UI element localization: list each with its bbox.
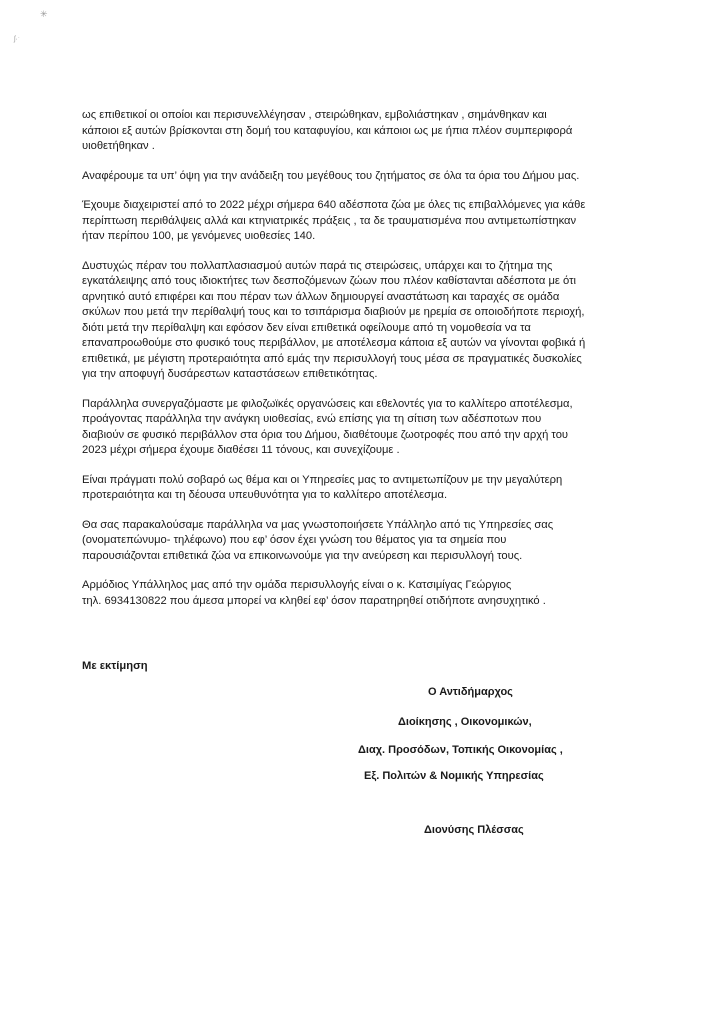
signature-title: Ο Αντιδήμαρχος [428, 686, 513, 698]
paragraph-line: διότι μετά την περίθαλψη και εφόσον δεν είναι επιθετικά οφείλουμε από τη νομοθεσία να τα [82, 321, 531, 334]
paragraph-line: παρουσιάζονται επιθετικά ζώα να επικοινωνούμε για την ανεύρεση και περισυλλογή τους. [82, 549, 523, 562]
paragraph-line: υιοθετήθηκαν . [82, 140, 155, 152]
signatory-name: Διονύσης Πλέσσας [424, 824, 524, 836]
paragraph-line: Δυστυχώς πέραν του πολλαπλασιασμού αυτών παρά τις στειρώσεις, υπάρχει και το ζήτημα της [82, 259, 553, 272]
closing-salutation: Με εκτίμηση [82, 660, 148, 672]
scan-artifact-mark: ʃ·ˑ [14, 36, 20, 43]
paragraph-animals-captured [82, 108, 642, 155]
letter-body [82, 108, 642, 623]
signature-department-line: Διοίκησης , Οικονομικών, [398, 716, 532, 728]
paragraph-line: Θα σας παρακαλούσαμε παράλληλα να μας γνωστοποιήσετε Υπάλληλο από τις Υπηρεσίες σας [82, 518, 554, 531]
scan-artifact-mark: ✳ [40, 9, 48, 19]
paragraph-line: εγκατάλειψης από τους ιδιοκτήτες των δεσποζόμενων ζώων που πλέον καθίστανται αδέσποτα με ότι [82, 275, 576, 287]
paragraph-line: Αρμόδιος Υπάλληλος μας από την ομάδα περισυλλογής είναι ο κ. Κατσιμίγας Γεώργιος [82, 579, 512, 591]
paragraph-line: ως επιθετικοί οι οποίοι και περισυνελλέγησαν , στειρώθηκαν, εμβολιάστηκαν , σημάνθηκαν και [82, 109, 547, 121]
paragraph-contact [82, 578, 642, 609]
paragraph-line: για την αποφυγή δυσάρεστων καταστάσεων επιθετικότητας. [82, 368, 378, 380]
paragraph-line: επαναπροωθούμε στο φυσικό τους περιβάλλον, με αποτέλεσμα κάποια εξ αυτών να γίνονται φοβικά ή [82, 337, 586, 349]
paragraph-line: τηλ. 6934130822 που άμεσα μπορεί να κληθεί εφ’ όσον παρατηρηθεί οτιδήποτε ανησυχητικό . [82, 594, 546, 607]
paragraph-line: (ονοματεπώνυμο- τηλέφωνο) που εφ’ όσον έχει γνώση του θέματος για τα σημεία που [82, 534, 507, 546]
signature-department-line: Εξ. Πολιτών & Νομικής Υπηρεσίας [364, 770, 544, 782]
paragraph-line: επιθετικά, με μέγιστη προτεραιότητα από εμάς την περισυλλογή τους μέσα σε πραγματικές δυσκολίες [82, 352, 582, 365]
paragraph-line: 2023 μέχρι σήμερα έχουμε διαθέσει 11 τόνους, και συνεχίζουμε . [82, 444, 400, 456]
paragraph-line: προτεραιότητα και τη δέουσα υπευθυνότητα για το καλλίτερο αποτέλεσμα. [82, 489, 448, 501]
paragraph-request [82, 518, 642, 565]
paragraph-line: προάγοντας παράλληλα την ανάγκη υιοθεσίας, ενώ επίσης για τη σίτιση των αδέσποτων που [82, 413, 542, 425]
paragraph-abandonment [82, 259, 642, 383]
paragraph-line: Αναφέρουμε τα υπ’ όψη για την ανάδειξη του μεγέθους του ζητήματος σε όλα τα όρια του Δήμου μας. [82, 169, 580, 182]
paragraph-line: διαβιούν σε φυσικό περιβάλλον στα όρια του Δήμου, διαθέτουμε ζωοτροφές που από την αρχή του [82, 428, 569, 441]
paragraph-issue-scale [82, 169, 642, 185]
paragraph-line: ήταν περίπου 100, με γενόμενες υιοθεσίες 140. [82, 230, 316, 242]
paragraph-priority [82, 473, 642, 504]
paragraph-line: Είναι πράγματι πολύ σοβαρό ως θέμα και οι Υπηρεσίες μας το αντιμετωπίζουν με την μεγαλύτερη [82, 473, 563, 486]
paragraph-line: σκύλων που μετά την περίθαλψή τους και το τσιπάρισμα διαβιούν με ηρεμία σε οποιοδήποτε περιοχή, [82, 306, 585, 318]
paragraph-statistics [82, 198, 642, 245]
paragraph-line: αρνητικό αυτό επιφέρει και που πέραν των άλλων δημιουργεί αναστάτωση και ταραχές σε ομάδα [82, 290, 560, 303]
signature-department-line: Διαχ. Προσόδων, Τοπικής Οικονομίας , [358, 744, 563, 756]
paragraph-line: Έχουμε διαχειριστεί από το 2022 μέχρι σήμερα 640 αδέσποτα ζώα με όλες τις επιβαλλόμενες για κάθε [82, 199, 586, 211]
paragraph-line: περίπτωση περιθάλψεις αλλά και κτηνιατρικές πράξεις , τα δε τραυματισμένα που αντιμετωπίστηκαν [82, 214, 577, 227]
paragraph-cooperation [82, 397, 642, 459]
paragraph-line: κάποιοι εξ αυτών βρίσκονται στη δομή του καταφυγίου, και κάποιοι ως με ήπια πλέον συμπεριφορά [82, 124, 573, 137]
paragraph-line: Παράλληλα συνεργαζόμαστε με φιλοζωϊκές οργανώσεις και εθελοντές για το καλλίτερο αποτέλεσμα, [82, 397, 573, 410]
